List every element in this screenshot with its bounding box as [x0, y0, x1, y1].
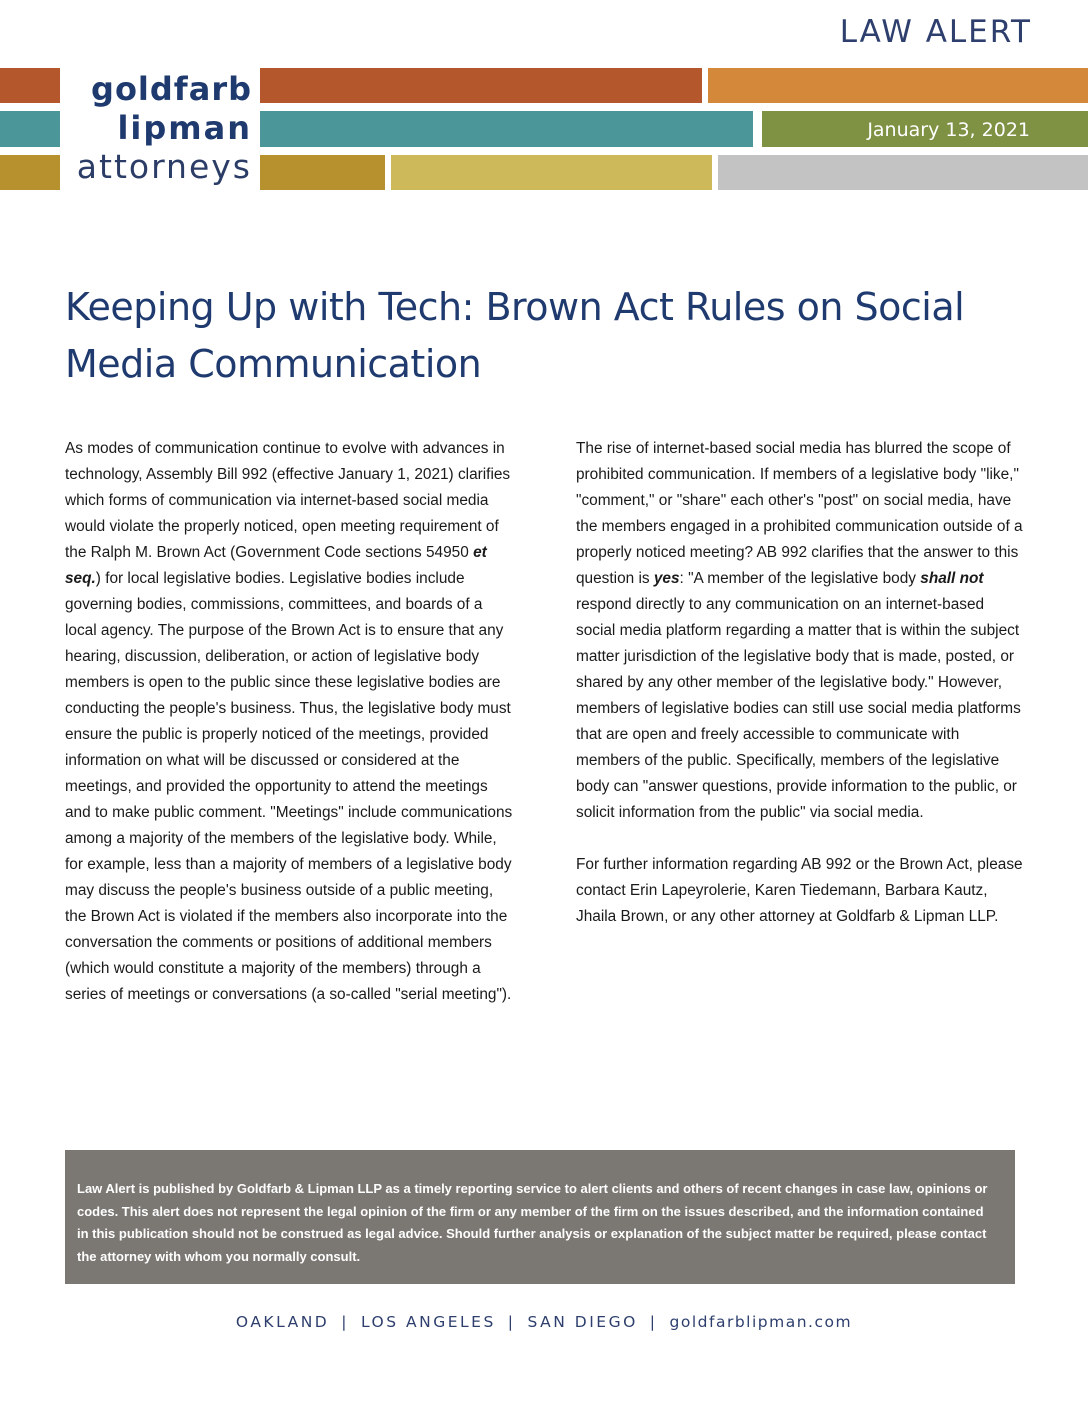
disclaimer-box — [65, 1150, 1015, 1284]
article-column-left — [65, 436, 515, 1034]
color-bar-rust-left — [0, 68, 60, 103]
disclaimer-text: Law Alert is published by Goldfarb & Lipman LLP as a timely reporting service to alert clients and others of recent changes in case law, opinions or codes. This alert does not represent the legal opinion of the firm or any member of the firm on the issues described, and the information contained in this publication should not be construed as legal advice. Should further analysis or explanation of the subject matter be required, please contact the attorney with whom you normally consult. — [77, 1181, 988, 1264]
doc-type-label: LAW ALERT — [839, 14, 1032, 50]
separator: | — [341, 1313, 349, 1331]
color-bar-mustard — [260, 155, 385, 190]
office-oakland: OAKLAND — [235, 1313, 330, 1331]
paragraph-left-1: As modes of communication continue to evolve with advances in technology, Assembly Bill 992 (effective January 1, 2021) clarifies which forms of communication via internet-based social media would violate the properly noticed, open meeting requirement of the Ralph M. Brown Act (Government Code sections 54950 et seq.) for local legislative bodies. Legislative bodies include governing bodies, commissions, committees, and boards of a local agency. The purpose of the Brown Act is to ensure that any hearing, discussion, deliberation, or action of legislative body members is open to the public since these legislative bodies are conducting the people's business. Thus, the legislative body must ensure the public is properly noticed of the meetings, provided information on what will be discussed or considered at the meetings, and provided the opportunity to attend the meetings and to make public comment. "Meetings" include communications among a majority of the members of the legislative body. While, for example, less than a majority of members of a legislative body may discuss the people's business outside of a public meeting, the Brown Act is violated if the members also incorporate into the conversation the comments or positions of additional members (which would constitute a majority of the members) through a series of meetings or conversations (a so-called "serial meeting"). — [65, 440, 513, 1003]
color-bar-gray — [718, 155, 1088, 190]
article-column-right — [576, 436, 1026, 956]
color-bar-teal-left — [0, 111, 60, 147]
paragraph-right-1: The rise of internet-based social media has blurred the scope of prohibited communication. If members of a legislative body "like," "comment," or "share" each other's "post" on social media, have the members engaged in a prohibited communication outside of a properly noticed meeting? AB 992 clarifies that the answer to this question is yes: "A member of the legislative body shall not respond directly to any communication on an internet-based social media platform regarding a matter that is within the subject matter jurisdiction of the legislative body that is made, posted, or shared by any other member of the legislative body." However, members of legislative bodies can still use social media platforms that are open and freely accessible to communicate with members of the public. Specifically, members of the legislative body can "answer questions, provide information to the public, or solicit information from the public" via social media. — [576, 440, 1023, 821]
logo-attorneys: attorneys — [76, 147, 252, 186]
publication-date: January 13, 2021 — [867, 119, 1030, 141]
logo-goldfarb: goldfarb — [91, 70, 252, 108]
color-bar-mustard-left — [0, 155, 60, 190]
office-locations — [0, 1313, 1088, 1331]
color-bar-rust — [260, 68, 702, 103]
website-link[interactable]: goldfarblipman.com — [669, 1313, 853, 1331]
article-title: Keeping Up with Tech: Brown Act Rules on Social Media Communication — [65, 285, 965, 387]
separator: | — [649, 1313, 658, 1331]
color-bar-teal — [260, 111, 753, 147]
office-san-diego: SAN DIEGO — [527, 1313, 638, 1331]
separator: | — [507, 1313, 516, 1331]
color-bar-yellow — [391, 155, 712, 190]
logo-lipman: lipman — [117, 109, 252, 147]
color-bar-orange — [708, 68, 1088, 103]
office-los-angeles: LOS ANGELES — [360, 1313, 496, 1331]
paragraph-right-2: For further information regarding AB 992 or the Brown Act, please contact Erin Lapeyrolerie, Karen Tiedemann, Barbara Kautz, Jhaila Brown, or any other attorney at Goldfarb & Lipman LLP. — [576, 856, 1023, 925]
